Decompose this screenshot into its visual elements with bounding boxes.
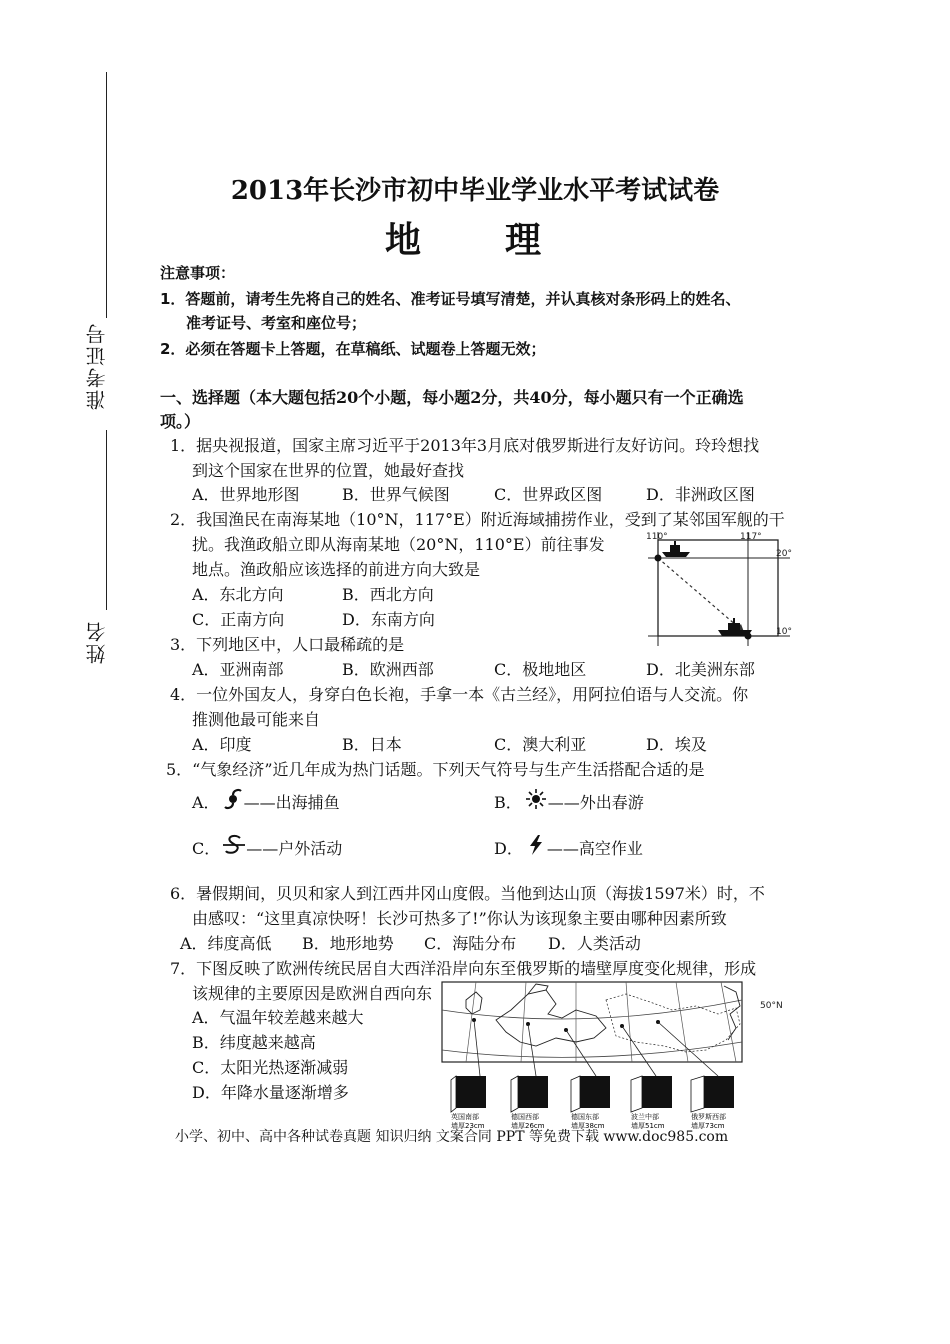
name-label: 姓名	[85, 620, 109, 664]
q6-line2: 由感叹：“这里真凉快呀！长沙可热多了!”你认为该现象主要由哪种因素所致	[192, 909, 727, 928]
wall-thickness-label: 墙厚26cm	[511, 1122, 545, 1130]
q3-option-a: A．亚洲南部	[192, 660, 284, 679]
q2-lat-top-label: 20°	[776, 549, 792, 559]
q1-line2: 到这个国家在世界的位置，她最好查找	[192, 461, 465, 480]
side-rule-middle	[106, 430, 107, 610]
q1-option-d: D．非洲政区图	[646, 485, 755, 504]
sunny-icon	[524, 788, 548, 810]
q5-line1: 5．“气象经济”近几年成为热门话题。下列天气符号与生产生活搭配合适的是	[166, 760, 705, 779]
wall-block-2	[511, 1076, 548, 1130]
q7-map-panel	[442, 982, 783, 1076]
q3-option-b: B．欧洲西部	[342, 660, 434, 679]
q1-option-c: C．世界政区图	[494, 485, 603, 504]
q7-option-d: D．年降水量逐渐增多	[192, 1083, 349, 1102]
notice-item-1b: 准考证号、考室和座位号；	[186, 314, 367, 332]
thunderstorm-icon	[525, 834, 547, 856]
q5-c-text: ——户外活动	[246, 839, 343, 858]
q2-lat-bottom-label: 10°	[776, 627, 792, 637]
q2-lon-left-label: 110°	[646, 532, 668, 542]
wall-thickness-label: 墙厚38cm	[571, 1122, 605, 1130]
footer-text: 小学、初中、高中各种试卷真题 知识归纳 文案合同 PPT 等免费下载 www.doc985.com	[175, 1129, 729, 1145]
q2-option-a: A．东北方向	[192, 585, 284, 604]
q2-option-b: B．西北方向	[342, 585, 434, 604]
q5-option-d	[494, 834, 643, 859]
q6-option-c: C．海陆分布	[424, 934, 517, 953]
wall-thickness-label: 墙厚23cm	[451, 1122, 485, 1130]
q5-d-prefix: D．	[494, 839, 523, 858]
notice-item-2: 2．必须在答题卡上答题，在草稿纸、试题卷上答题无效；	[160, 340, 546, 358]
q3-option-c: C．极地地区	[494, 660, 587, 679]
q2-line3: 地点。渔政船应该选择的前进方向大致是	[192, 560, 481, 579]
q4-line2: 推测他最可能来自	[192, 710, 321, 729]
q4-option-d: D．埃及	[646, 735, 707, 754]
section1-line1: 一、选择题（本大题包括20个小题，每小题2分，共40分，每小题只有一个正确选	[160, 388, 744, 407]
q6-option-d: D．人类活动	[548, 934, 641, 953]
wall-thickness-label: 墙厚51cm	[631, 1122, 665, 1130]
q7-option-a: A．气温年较差越来越大	[192, 1008, 364, 1027]
wall-region-label: 英国南部	[451, 1113, 479, 1121]
q5-a-prefix: A．	[192, 793, 220, 812]
q2-lon-right-label: 117°	[740, 532, 762, 542]
q7-line1: 7．下图反映了欧洲传统民居自大西洋沿岸向东至俄罗斯的墙壁厚度变化规律，形成	[170, 959, 757, 978]
q2-option-d: D．东南方向	[342, 610, 435, 629]
q1-option-a: A．世界地形图	[192, 485, 300, 504]
q5-d-text: ——高空作业	[546, 839, 643, 858]
q5-option-c	[192, 834, 342, 859]
q5-b-prefix: B．	[494, 793, 522, 812]
wall-region-label: 德国东部	[571, 1113, 599, 1121]
q4-option-b: B．日本	[342, 735, 402, 754]
exam-id-label: 准考证号	[85, 322, 109, 410]
wall-region-label: 波兰中部	[631, 1113, 659, 1121]
typhoon-icon	[222, 788, 244, 810]
q4-option-a: A．印度	[192, 735, 252, 754]
q5-a-text: ——出海捕鱼	[243, 793, 340, 812]
q2-line1: 2．我国渔民在南海某地（10°N，117°E）附近海域捕捞作业，受到了某邻国军舰的干	[170, 510, 785, 529]
q2-line2: 扰。我渔政船立即从海南某地（20°N，110°E）前往事发	[192, 535, 605, 554]
q3-line1: 3．下列地区中，人口最稀疏的是	[170, 635, 405, 654]
q5-c-prefix: C．	[192, 839, 221, 858]
sandstorm-icon	[222, 834, 246, 856]
q4-option-c: C．澳大利亚	[494, 735, 587, 754]
q4-line1: 4．一位外国友人，身穿白色长袍，手拿一本《古兰经》，用阿拉伯语与人交流。你	[170, 685, 749, 704]
q6-option-b: B．地形地势	[302, 934, 394, 953]
warship-icon	[718, 618, 752, 636]
ship-icon	[662, 541, 690, 557]
q5-b-text: ——外出春游	[547, 793, 644, 812]
q2-option-c: C．正南方向	[192, 610, 285, 629]
section1-line2: 项。）	[160, 412, 201, 431]
notice-heading: 注意事项：	[160, 264, 236, 282]
wall-region-label: 德国西部	[511, 1113, 539, 1121]
q5-option-b	[494, 788, 644, 813]
q2-start-point	[655, 555, 662, 562]
q7-line2: 该规律的主要原因是欧洲自西向东	[192, 984, 433, 1003]
wall-region-label: 俄罗斯西部	[691, 1113, 726, 1121]
q2-route-map	[640, 528, 800, 650]
subject-title: 地 理	[384, 219, 565, 261]
q2-route-arrow	[658, 558, 744, 632]
q5-option-a	[192, 788, 340, 813]
q3-option-d: D．北美洲东部	[646, 660, 755, 679]
wall-block-3	[571, 1076, 610, 1130]
q7-option-b: B．纬度越来越高	[192, 1033, 316, 1052]
q6-option-a: A．纬度高低	[180, 934, 272, 953]
q1-option-b: B．世界气候图	[342, 485, 450, 504]
wall-block-1	[451, 1076, 486, 1130]
q1-line1: 1．据央视报道，国家主席习近平于2013年3月底对俄罗斯进行友好访问。玲玲想找	[170, 436, 760, 455]
q6-line1: 6．暑假期间，贝贝和家人到江西井冈山度假。当他到达山顶（海拔1597米）时，不	[170, 884, 765, 903]
wall-thickness-label: 墙厚73cm	[691, 1122, 725, 1130]
notice-item-1a: 1．答题前，请考生先将自己的姓名、准考证号填写清楚，并认真核对条形码上的姓名、	[160, 290, 741, 308]
q7-lat-label: 50°N	[760, 1001, 783, 1011]
q7-option-c: C．太阳光热逐渐减弱	[192, 1058, 349, 1077]
exam-title: 2013年长沙市初中毕业学业水平考试试卷	[230, 176, 720, 206]
q7-europe-wall-map	[436, 980, 796, 1130]
